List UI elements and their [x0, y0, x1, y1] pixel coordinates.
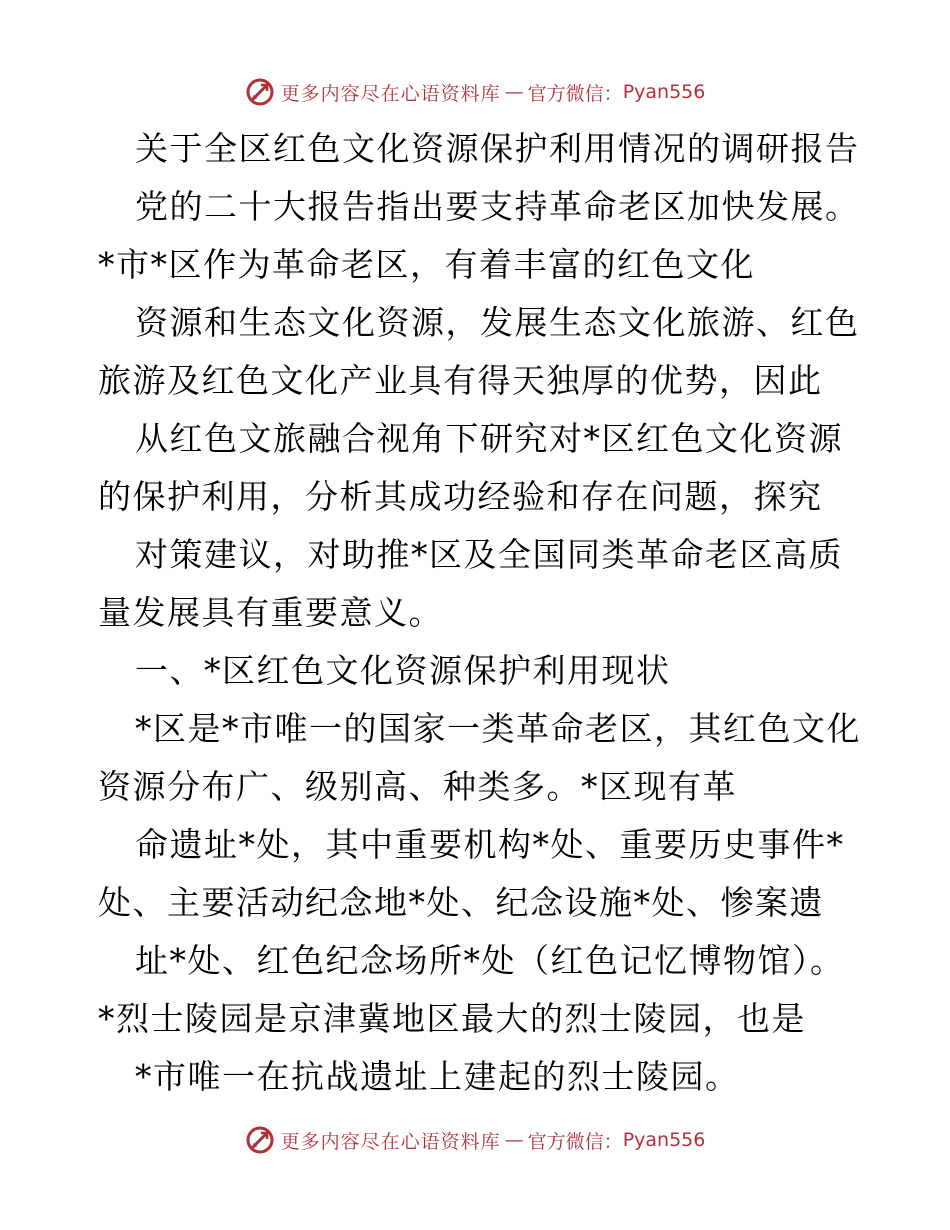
document-title: 关于全区红色文化资源保护利用情况的调研报告 — [135, 129, 860, 168]
section-heading: 一、*区红色文化资源保护利用现状 — [135, 651, 671, 690]
watermark-header — [0, 72, 950, 112]
watermark-contact-label: 官方微信： — [527, 82, 623, 105]
text-line: 处、主要活动纪念地*处、纪念设施*处、惨案遗 — [98, 883, 824, 922]
watermark-text: 更多内容尽在心语资料库 — [280, 1130, 501, 1153]
quill-logo-icon — [245, 1125, 275, 1155]
text-line: 址*处、红色纪念场所*处（红色记忆博物馆）。 — [135, 941, 845, 980]
text-line: *市唯一在抗战遗址上建起的烈士陵园。 — [135, 1057, 740, 1096]
text-line: 资源和生态文化资源，发展生态文化旅游、红色 — [135, 303, 860, 342]
text-line: *烈士陵园是京津冀地区最大的烈士陵园，也是 — [98, 999, 806, 1038]
watermark-footer — [0, 1120, 950, 1160]
text-line: 资源分布广、级别高、种类多。*区现有革 — [98, 767, 737, 806]
text-line: 旅游及红色文化产业具有得天独厚的优势，因此 — [98, 361, 823, 400]
text-line: 的保护利用，分析其成功经验和存在问题，探究 — [98, 477, 823, 516]
watermark-text: 更多内容尽在心语资料库 — [280, 82, 501, 105]
watermark-separator: — — [504, 1129, 524, 1151]
watermark-separator: — — [504, 81, 524, 103]
watermark-contact-id: Pyan556 — [622, 81, 706, 103]
text-line: 命遗址*处，其中重要机构*处、重要历史事件* — [135, 825, 845, 864]
watermark-contact-label: 官方微信： — [527, 1130, 623, 1153]
text-line: *市*区作为革命老区，有着丰富的红色文化 — [98, 245, 755, 284]
quill-logo-icon — [245, 77, 275, 107]
text-line: 党的二十大报告指出要支持革命老区加快发展。 — [135, 187, 860, 226]
text-line: 量发展具有重要意义。 — [98, 593, 443, 632]
text-line: *区是*市唯一的国家一类革命老区，其红色文化 — [135, 709, 861, 748]
text-line: 从红色文旅融合视角下研究对*区红色文化资源 — [135, 419, 843, 458]
watermark-contact-id: Pyan556 — [622, 1129, 706, 1151]
text-line: 对策建议，对助推*区及全国同类革命老区高质 — [135, 535, 843, 574]
